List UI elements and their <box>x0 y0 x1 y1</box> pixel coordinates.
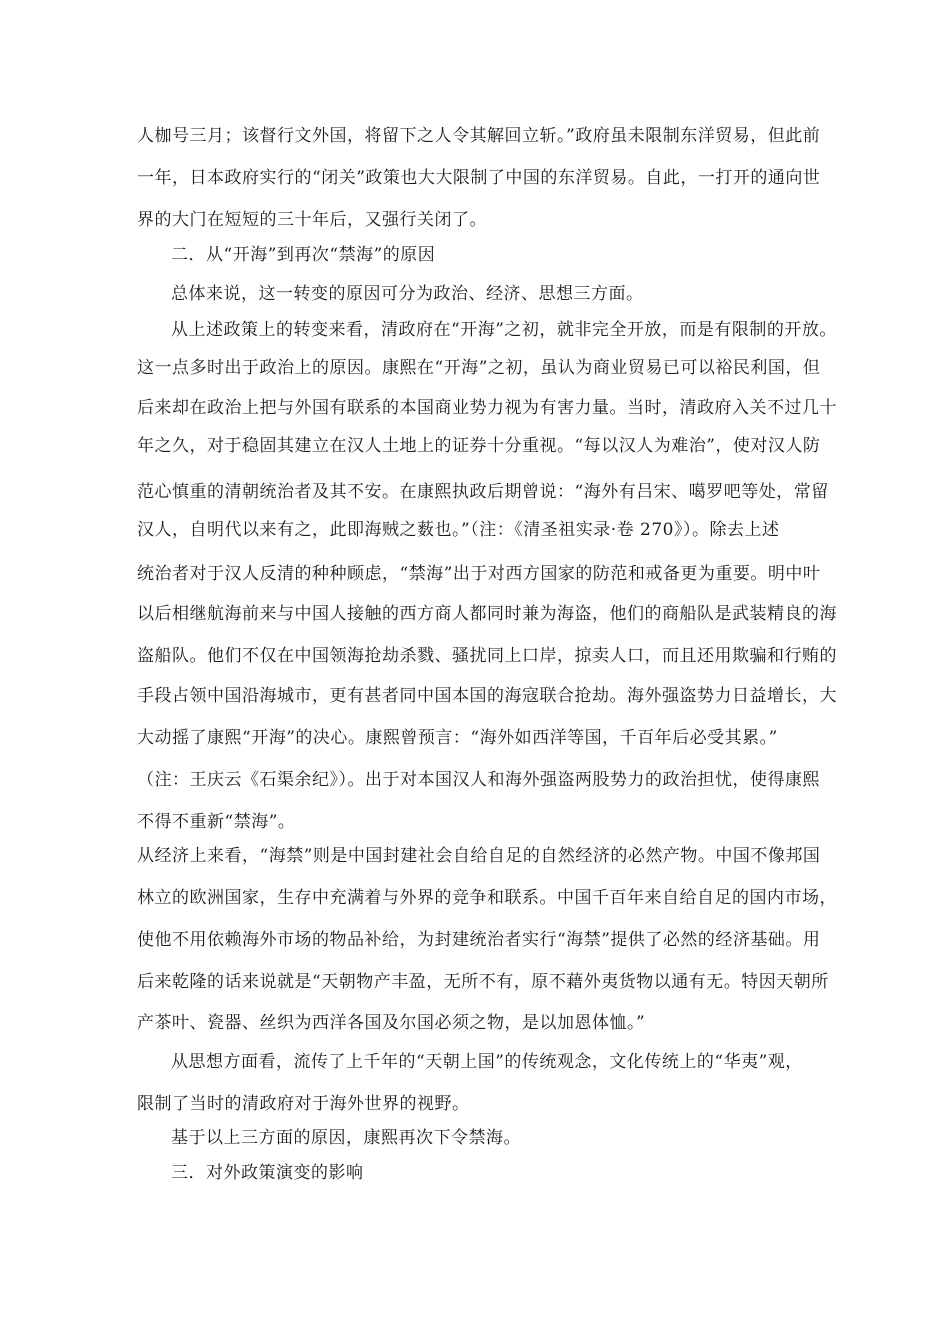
text-line: 林立的欧洲国家，生存中充满着与外界的竞争和联系。中国千百年来自给自足的国内市场， <box>137 888 837 908</box>
text-line: 限制了当时的清政府对于海外世界的视野。 <box>137 1094 470 1114</box>
text-line: 大动摇了康熙“开海”的决心。康熙曾预言：“海外如西洋等国，千百年后必受其累。” <box>137 728 778 748</box>
section-heading: 二．从“开海”到再次“禁海”的原因 <box>171 245 436 265</box>
text-line: 范心慎重的清朝统治者及其不安。在康熙执政后期曾说：“海外有吕宋、噶罗吧等处，常留 <box>137 482 829 502</box>
text-line: 这一点多时出于政治上的原因。康熙在“开海”之初，虽认为商业贸易已可以裕民利国，但 <box>137 358 821 378</box>
text-line: 使他不用依赖海外市场的物品补给，为封建统治者实行“海禁”提供了必然的经济基础。用 <box>137 930 821 950</box>
text-line: （注：王庆云《石渠余纪》）。出于对本国汉人和海外强盗两股势力的政治担忧，使得康熙 <box>137 770 820 790</box>
text-line: 以后相继航海前来与中国人接触的西方商人都同时兼为海盗，他们的商船队是武装精良的海 <box>137 604 837 624</box>
text-line: 盗船队。他们不仅在中国领海抢劫杀戮、骚扰同上口岸，掠卖人口，而且还用欺骗和行贿的 <box>137 646 837 666</box>
text-line: 手段占领中国沿海城市，更有甚者同中国本国的海寇联合抢劫。海外强盗势力日益增长，大 <box>137 686 837 706</box>
text-line: 一年，日本政府实行的“闭关”政策也大大限制了中国的东洋贸易。自此，一打开的通向世 <box>137 168 821 188</box>
text-line: 后来乾隆的话来说就是“天朝物产丰盈，无所不有，原不藉外夷货物以通有无。特因天朝所 <box>137 972 829 992</box>
text-line: 统治者对于汉人反清的种种顾虑，“禁海”出于对西方国家的防范和戒备更为重要。明中叶 <box>137 564 821 584</box>
text-line: 汉人，自明代以来有之，此即海贼之薮也。”（注：《清圣祖实录·卷 270》）。除去上述 <box>137 520 780 540</box>
text-line: 从经济上来看，“海禁”则是中国封建社会自给自足的自然经济的必然产物。中国不像邦国 <box>137 846 821 866</box>
text-line: 人枷号三月；该督行文外国，将留下之人令其解回立斩。”政府虽未限制东洋贸易，但此前 <box>137 126 821 146</box>
text-line: 界的大门在短短的三十年后，又强行关闭了。 <box>137 210 487 230</box>
section-heading: 三．对外政策演变的影响 <box>171 1163 364 1183</box>
text-line: 从思想方面看，流传了上千年的“天朝上国”的传统观念，文化传统上的“华夷”观， <box>171 1052 803 1072</box>
text-line: 后来却在政治上把与外国有联系的本国商业势力视为有害力量。当时，清政府入关不过几十 <box>137 398 837 418</box>
text-line: 年之久，对于稳固其建立在汉人土地上的证券十分重视。“每以汉人为难治”，使对汉人防 <box>137 436 821 456</box>
text-line: 从上述政策上的转变来看，清政府在“开海”之初，就非完全开放，而是有限制的开放。 <box>171 320 837 340</box>
text-line: 总体来说，这一转变的原因可分为政治、经济、思想三方面。 <box>171 284 644 304</box>
text-line: 产茶叶、瓷器、丝织为西洋各国及尔国必须之物，是以加恩体恤。” <box>137 1013 646 1033</box>
text-line: 不得不重新“禁海”。 <box>137 812 296 832</box>
text-line: 基于以上三方面的原因，康熙再次下令禁海。 <box>171 1128 521 1148</box>
